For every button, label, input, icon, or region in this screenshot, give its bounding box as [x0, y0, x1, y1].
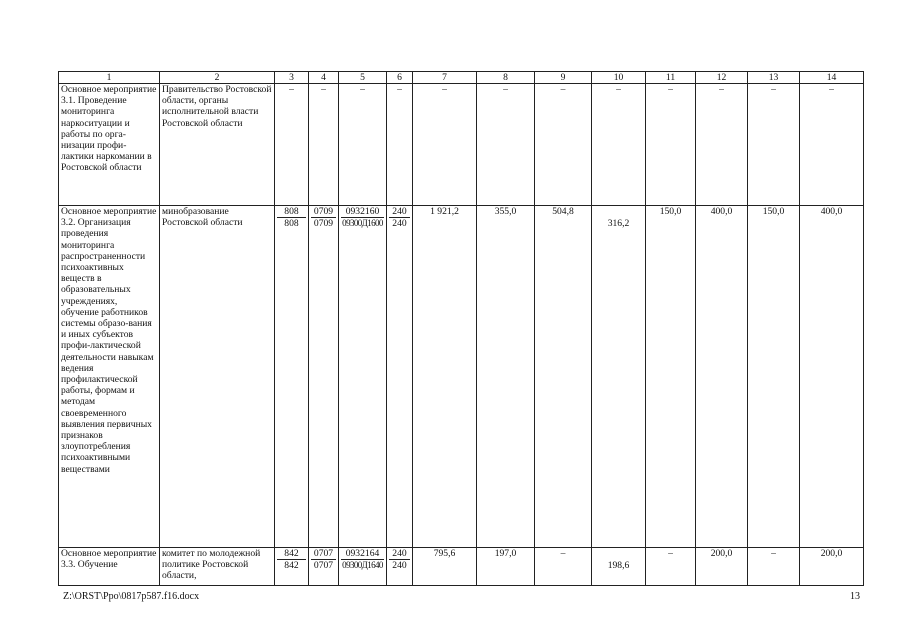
cell-grbs-line2: 842	[284, 560, 299, 571]
col-header-12: 12	[696, 72, 748, 84]
cell-vr	[387, 548, 413, 586]
activity-name: Основное мероприятие 3.2. Организация проведения мониторинга распространенности психоактивных веществ в образовательных учреждениях, обучение работников системы образо-вания и иных субъектов профи-лактической деятельности навыкам ведения профилактической работы, формам и методам своевременного выявления первичных признаков злоупотребления психоактивными веществами	[59, 206, 160, 548]
col-header-10: 10	[592, 72, 646, 84]
cell-csr-line2: 09300Д1600	[342, 218, 383, 228]
page-number: 13	[850, 591, 860, 602]
cell-grbs-line2: 808	[284, 218, 299, 229]
cell-year-12: 200,0	[696, 548, 748, 586]
col-header-14: 14	[800, 72, 864, 84]
cell-rzpr-line1: 0709	[311, 206, 336, 218]
cell-vr-line1: 240	[389, 206, 410, 218]
col-header-8: 8	[477, 72, 535, 84]
cell-year-14: 400,0	[800, 206, 864, 548]
cell-year-8: –	[477, 84, 535, 206]
cell-year-9: –	[535, 84, 592, 206]
cell-rzpr: –	[309, 84, 339, 206]
column-number-row	[59, 72, 864, 84]
cell-year-8: 197,0	[477, 548, 535, 586]
cell-year-13: –	[748, 84, 800, 206]
cell-year-12: –	[696, 84, 748, 206]
cell-grbs: –	[275, 84, 309, 206]
cell-year-12: 400,0	[696, 206, 748, 548]
col-header-6: 6	[387, 72, 413, 84]
cell-rzpr-line2: 0707	[313, 560, 334, 571]
cell-year-9: –	[535, 548, 592, 586]
cell-grbs	[275, 206, 309, 548]
cell-vr	[387, 206, 413, 548]
cell-year-10	[592, 548, 646, 586]
cell-csr: –	[339, 84, 387, 206]
cell-year-8: 355,0	[477, 206, 535, 548]
col-header-13: 13	[748, 72, 800, 84]
executor: комитет по молодежной политике Ростовской области,	[160, 548, 275, 586]
footer-file-path: Z:\ORST\Ppo\0817p587.f16.docx	[63, 591, 200, 602]
cell-year-13: 150,0	[748, 206, 800, 548]
executor: минобразование Ростовской области	[160, 206, 275, 548]
cell-rzpr	[309, 206, 339, 548]
table-row	[59, 206, 864, 548]
col-header-5: 5	[339, 72, 387, 84]
cell-vr-line2: 240	[392, 560, 407, 571]
cell-csr	[339, 548, 387, 586]
cell-rzpr	[309, 548, 339, 586]
cell-vr: –	[387, 84, 413, 206]
table-row	[59, 548, 864, 586]
cell-year-11: –	[646, 84, 696, 206]
cell-total: 795,6	[413, 548, 477, 586]
cell-year-11: –	[646, 548, 696, 586]
cell-total: –	[413, 84, 477, 206]
cell-year-14: 200,0	[800, 548, 864, 586]
cell-year-10: –	[592, 84, 646, 206]
cell-vr-line1: 240	[389, 548, 410, 560]
col-header-1: 1	[59, 72, 160, 84]
cell-grbs-line1: 842	[277, 548, 306, 560]
col-header-3: 3	[275, 72, 309, 84]
cell-year-10	[592, 206, 646, 548]
cell-year-14: –	[800, 84, 864, 206]
cell-year-10-value: 198,6	[607, 560, 630, 571]
cell-rzpr-line2: 0709	[313, 218, 334, 229]
cell-csr	[339, 206, 387, 548]
cell-year-13: –	[748, 548, 800, 586]
cell-rzpr-line1: 0707	[311, 548, 336, 560]
cell-grbs	[275, 548, 309, 586]
col-header-11: 11	[646, 72, 696, 84]
cell-csr-line2: 09300Д1640	[342, 560, 383, 570]
cell-year-9: 504,8	[535, 206, 592, 548]
cell-csr-line1: 0932164	[341, 548, 384, 560]
activity-name: Основное мероприятие 3.1. Проведение мониторинга наркоситуации и работы по орга-низации профи-лактики наркомании в Ростовской области	[59, 84, 160, 206]
program-table	[58, 71, 864, 586]
table-row	[59, 84, 864, 206]
activity-name: Основное мероприятие 3.3. Обучение	[59, 548, 160, 586]
cell-year-10-value: 316,2	[607, 218, 630, 229]
executor: Правительство Ростовской области, органы исполнительной власти Ростовской области	[160, 84, 275, 206]
cell-grbs-line1: 808	[277, 206, 306, 218]
col-header-4: 4	[309, 72, 339, 84]
cell-total: 1 921,2	[413, 206, 477, 548]
col-header-7: 7	[413, 72, 477, 84]
col-header-9: 9	[535, 72, 592, 84]
cell-vr-line2: 240	[392, 218, 407, 229]
cell-year-11: 150,0	[646, 206, 696, 548]
col-header-2: 2	[160, 72, 275, 84]
cell-csr-line1: 0932160	[341, 206, 384, 218]
